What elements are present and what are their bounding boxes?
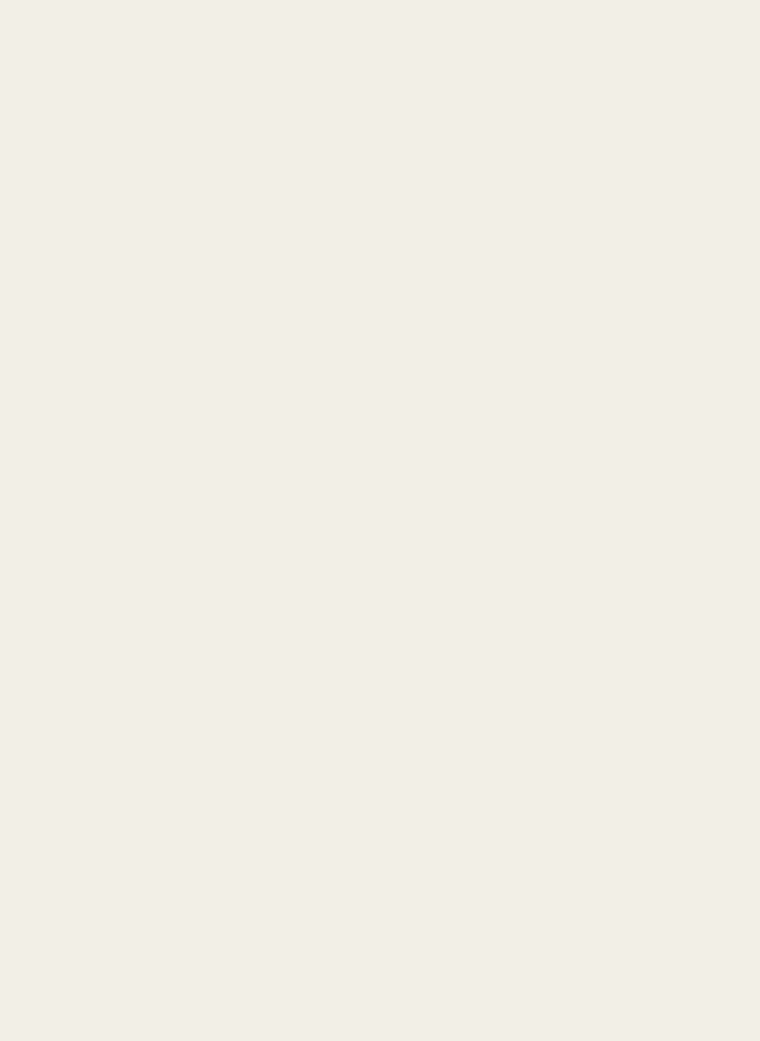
article-column [407,8,753,14]
